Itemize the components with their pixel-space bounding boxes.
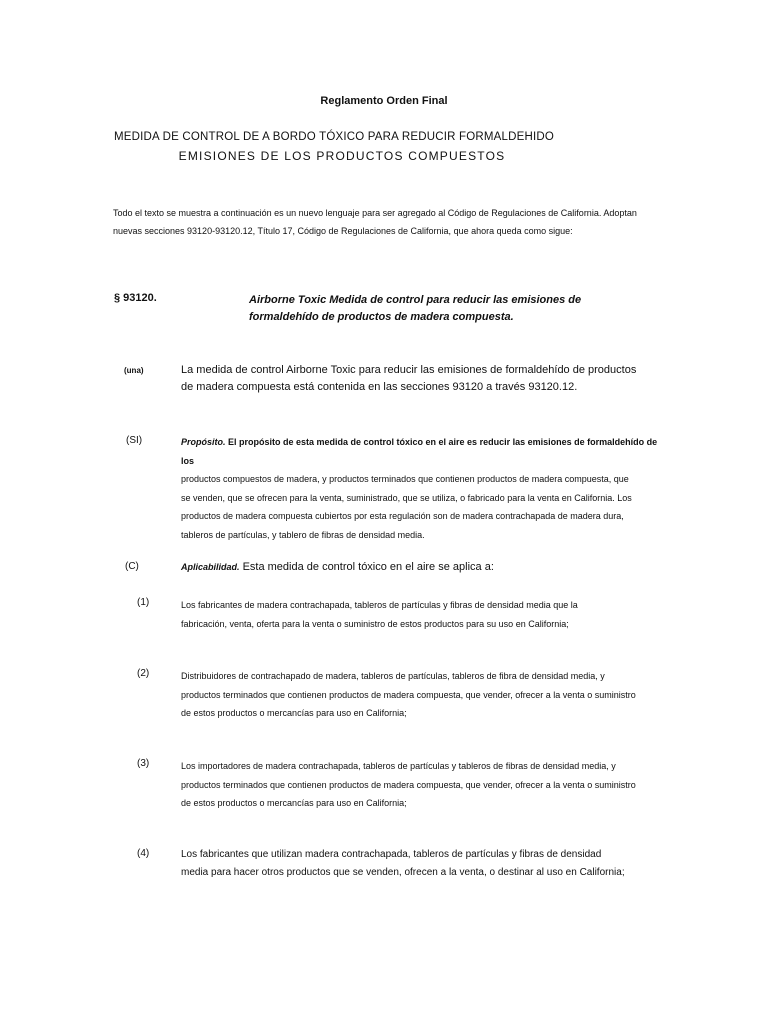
paragraph-c-lead-in: Aplicabilidad. xyxy=(181,562,240,572)
paragraph-line: se venden, que se ofrecen para la venta, suministrado, que se utiliza, o fabricado para la venta en California. Los xyxy=(181,492,632,503)
paragraph-c-rest: Esta medida de control tóxico en el aire se aplica a: xyxy=(239,561,494,573)
paragraph-a-label: (una) xyxy=(124,366,144,375)
paragraph-line: de madera compuesta está contenida en las secciones 93120 a través 93120.12. xyxy=(181,381,578,393)
section-number: § 93120. xyxy=(114,292,157,304)
list-item-line: fabricación, venta, oferta para la venta o suministro de estos productos para su uso en California; xyxy=(181,618,569,629)
paragraph-line xyxy=(181,433,661,470)
list-item-line: productos terminados que contienen productos de madera compuesta, que vender, ofrecer a la venta o suministro xyxy=(181,779,636,790)
paragraph-line: La medida de control Airborne Toxic para reducir las emisiones de formaldehído de productos xyxy=(181,364,637,376)
list-item-line: Los fabricantes de madera contrachapada, tableros de partículas y fibras de densidad media que la xyxy=(181,600,578,610)
section-title xyxy=(249,292,649,326)
list-item-line: media para hacer otros productos que se venden, ofrecen a la venta, o destinar al uso en California; xyxy=(181,867,625,878)
list-item-line: Distribuidores de contrachapado de madera, tableros de partículas, tableros de fibra de densidad media, y xyxy=(181,671,605,681)
paragraph-b-label: (SI) xyxy=(126,435,143,446)
paragraph-c-text xyxy=(181,561,494,573)
list-item xyxy=(181,667,661,723)
list-item xyxy=(181,846,661,882)
section-title-line: formaldehído de productos de madera compuesta. xyxy=(249,311,514,323)
intro-paragraph xyxy=(113,204,673,240)
document-subtitle-line2: EMISIONES DE LOS PRODUCTOS COMPUESTOS xyxy=(178,149,506,163)
list-item-number: (1) xyxy=(137,597,150,608)
intro-line: Todo el texto se muestra a continuación es un nuevo lenguaje para ser agregado al Código de Regulaciones de California. Adoptan xyxy=(113,208,637,218)
list-item xyxy=(181,596,661,633)
list-item-line: de estos productos o mercancías para uso en California; xyxy=(181,798,407,808)
paragraph-line: productos compuestos de madera, y productos terminados que contienen productos de madera compuesta, que xyxy=(181,474,629,484)
list-item xyxy=(181,757,661,813)
intro-line: nuevas secciones 93120-93120.12, Título 17, Código de Regulaciones de California, que ahora queda como sigue: xyxy=(113,226,573,236)
paragraph-c-label: (C) xyxy=(125,561,139,572)
list-item-line: productos terminados que contienen productos de madera compuesta, que vender, ofrecer a la venta o suministro xyxy=(181,689,636,700)
paragraph-b-line1-rest: El propósito de esta medida de control tóxico en el aire es reducir las emisiones de formaldehído de los xyxy=(181,437,658,466)
list-item-number: (3) xyxy=(137,758,150,769)
list-item-number: (2) xyxy=(137,668,150,679)
document-title: Reglamento Orden Final xyxy=(320,95,448,107)
list-item-line: Los importadores de madera contrachapada, tableros de partículas y tableros de fibras de densidad media, y xyxy=(181,761,616,771)
paragraph-a-text xyxy=(181,362,661,396)
list-item-line: Los fabricantes que utilizan madera contrachapada, tableros de partículas y fibras de densidad xyxy=(181,849,602,860)
list-item-number: (4) xyxy=(137,848,150,859)
section-title-line: Airborne Toxic Medida de control para reducir las emisiones de xyxy=(249,294,582,306)
paragraph-b-text xyxy=(181,433,661,544)
paragraph-line: tableros de partículas, y tablero de fibras de densidad media. xyxy=(181,529,425,540)
paragraph-b-lead-in: Propósito. xyxy=(181,437,226,447)
document-subtitle-line1: MEDIDA DE CONTROL DE A BORDO TÓXICO PARA REDUCIR FORMALDEHIDO xyxy=(113,131,555,143)
list-item-line: de estos productos o mercancías para uso en California; xyxy=(181,708,407,718)
paragraph-line: productos de madera compuesta cubiertos por esta regulación son de madera contrachapada de madera dura, xyxy=(181,511,624,521)
